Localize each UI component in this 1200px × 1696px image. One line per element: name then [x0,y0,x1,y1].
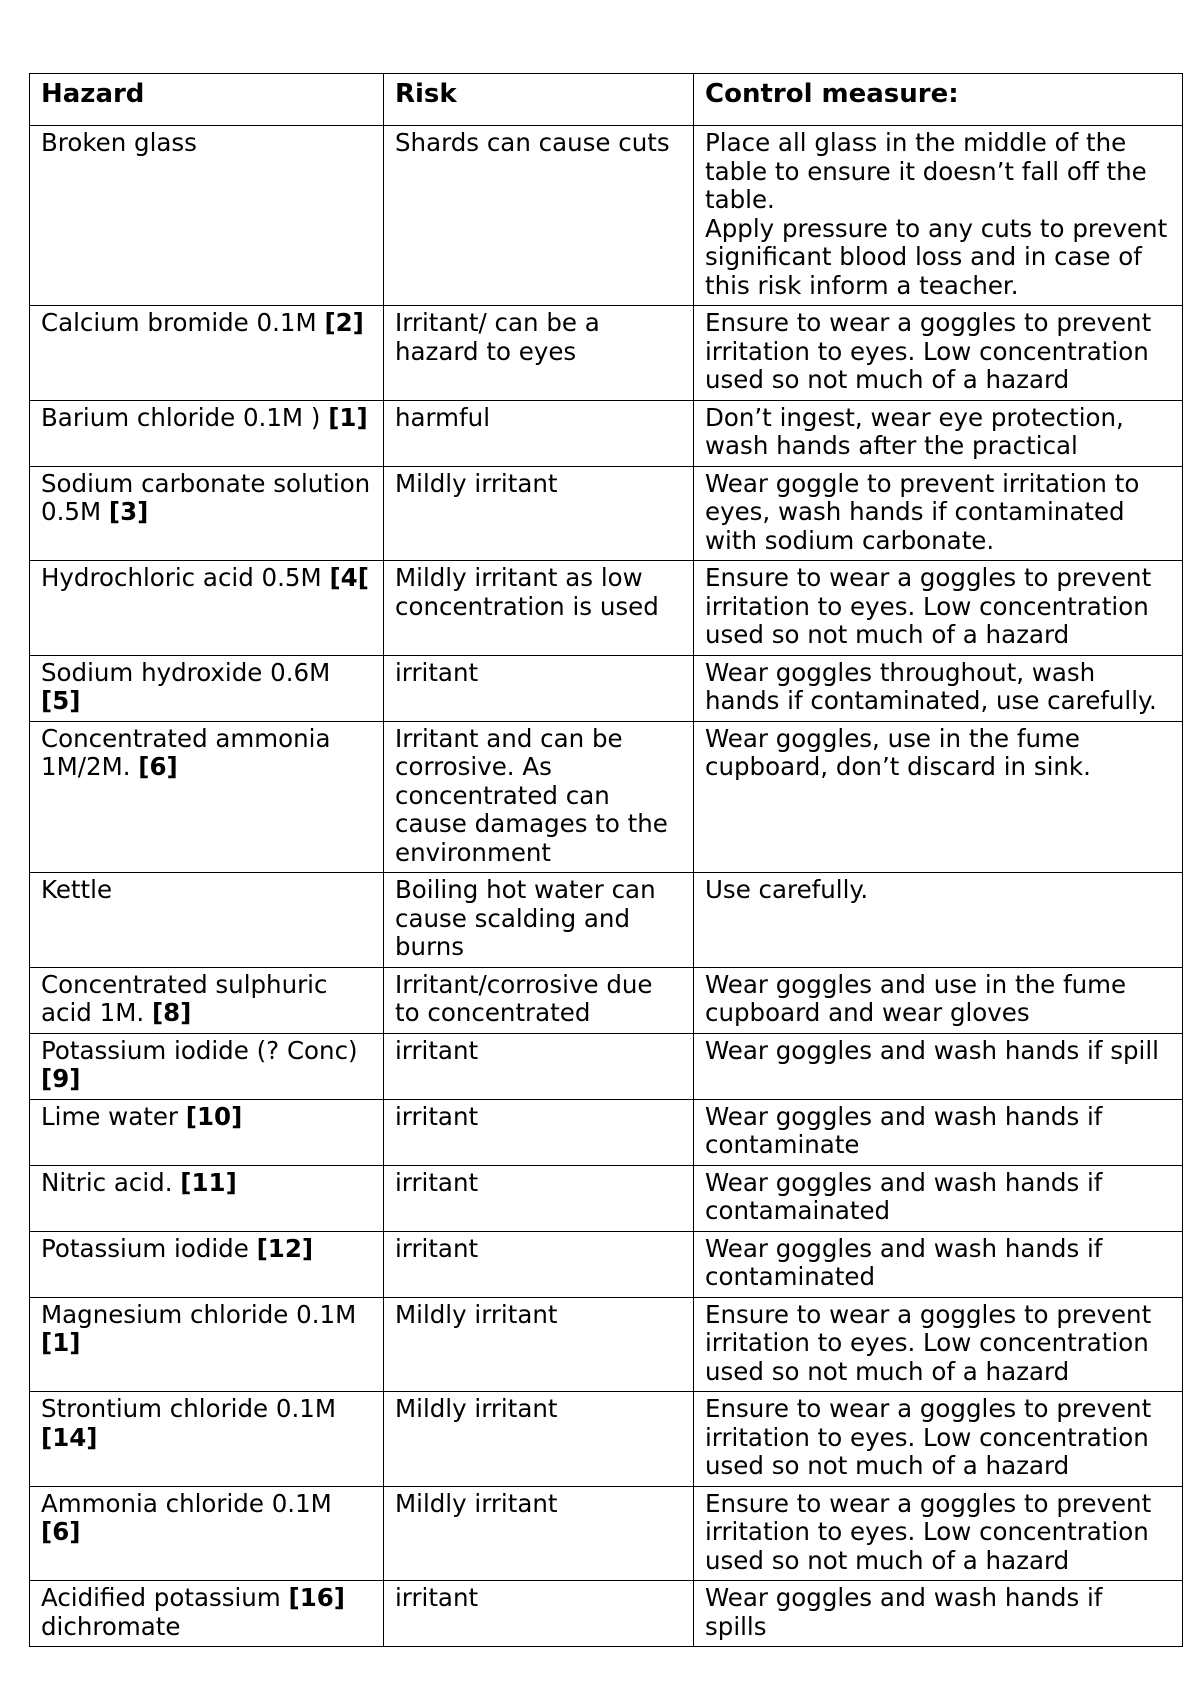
control-measure-text: Wear goggles and wash hands if contaminated [705,1233,1103,1291]
table-row [30,1392,1183,1487]
table-row [30,1231,1183,1297]
risk-cell: irritant [384,1033,694,1099]
reference-number: [4[ [329,563,369,592]
table-header-row [30,74,1183,126]
control-measure-cell [694,126,1183,306]
control-measure-text: Apply pressure to any cuts to prevent significant blood loss and in case of this risk inform a teacher. [705,213,1168,300]
control-measure-cell [694,1033,1183,1099]
hazard-cell [30,306,384,401]
table-row [30,1486,1183,1581]
table-row [30,721,1183,873]
hazard-cell [30,1099,384,1165]
header-hazard: Hazard [30,74,384,126]
control-measure-cell [694,306,1183,401]
reference-number: [12] [256,1233,314,1263]
control-measure-cell [694,873,1183,968]
hazard-cell [30,655,384,721]
control-measure-text: Ensure to wear a goggles to prevent irritation to eyes. Low concentration used so not much of a hazard [705,1488,1152,1575]
hazard-name: Hydrochloric acid 0.5M [41,563,330,592]
hazard-cell [30,1165,384,1231]
risk-cell: Mildly irritant [384,466,694,561]
table-row [30,1581,1183,1647]
reference-number: [1] [41,1328,81,1357]
risk-cell: Shards can cause cuts [384,126,694,306]
reference-number: [10] [185,1101,243,1131]
reference-number: [16] [288,1583,345,1612]
control-measure-text: Don’t ingest, wear eye protection, wash hands after the practical [705,402,1124,460]
risk-cell: Mildly irritant [384,1392,694,1487]
risk-cell: Irritant/corrosive due to concentrated [384,967,694,1033]
header-risk: Risk [384,74,694,126]
hazard-cell [30,721,384,873]
table-row [30,967,1183,1033]
control-measure-cell [694,1392,1183,1487]
table-row [30,655,1183,721]
header-control-measure: Control measure: [694,74,1183,126]
risk-cell: irritant [384,1099,694,1165]
control-measure-cell [694,655,1183,721]
control-measure-cell [694,721,1183,873]
control-measure-cell [694,967,1183,1033]
reference-number: [1] [328,402,368,432]
hazard-name: Concentrated ammonia 1M/2M. [41,723,331,781]
table-row [30,1033,1183,1099]
reference-number: [5] [41,686,81,715]
risk-cell: Irritant and can be corrosive. As concentrated can cause damages to the environment [384,721,694,873]
risk-cell: irritant [384,1165,694,1231]
risk-cell: irritant [384,655,694,721]
table-row [30,400,1183,466]
control-measure-text: Wear goggles and wash hands if spills [705,1583,1103,1641]
table-row [30,466,1183,561]
control-measure-text: Ensure to wear a goggles to prevent irritation to eyes. Low concentration used so not much of a hazard [705,563,1152,649]
control-measure-cell [694,561,1183,656]
control-measure-text: Wear goggles throughout, wash hands if contaminated, use carefully. [705,657,1157,715]
hazard-cell [30,1486,384,1581]
reference-number: [2] [324,308,364,337]
control-measure-cell [694,1231,1183,1297]
hazard-cell [30,561,384,656]
reference-number: [14] [41,1422,98,1452]
hazard-cell [30,873,384,968]
control-measure-text: Wear goggles and use in the fume cupboard and wear gloves [705,969,1127,1027]
risk-cell: irritant [384,1581,694,1647]
hazard-name: Lime water [41,1101,186,1131]
hazard-name: Barium chloride 0.1M ) [41,402,329,432]
hazard-cell [30,967,384,1033]
hazard-name: Sodium carbonate solution 0.5M [41,468,371,526]
reference-number: [8] [151,998,192,1027]
control-measure-text: Wear goggles and wash hands if contaminate [705,1101,1103,1159]
hazard-name: Sodium hydroxide 0.6M [41,657,331,687]
hazard-name-continued: dichromate [41,1611,181,1641]
hazard-cell [30,1033,384,1099]
control-measure-text: Ensure to wear a goggles to prevent irritation to eyes. Low concentration used so not much of a hazard [705,308,1152,394]
control-measure-text: Wear goggles, use in the fume cupboard, don’t discard in sink. [705,723,1091,781]
hazard-name: Concentrated sulphuric acid 1M. [41,969,328,1027]
risk-cell: Irritant/ can be a hazard to eyes [384,306,694,401]
risk-cell: Boiling hot water can cause scalding and burns [384,873,694,968]
reference-number: [3] [108,497,149,526]
table-row [30,561,1183,656]
hazard-name: Strontium chloride 0.1M [41,1394,336,1423]
table-row [30,126,1183,306]
table-row [30,873,1183,968]
table-row [30,1099,1183,1165]
control-measure-text: Ensure to wear a goggles to prevent irritation to eyes. Low concentration used so not much of a hazard [705,1394,1152,1480]
hazard-cell [30,1297,384,1392]
reference-number: [9] [41,1064,81,1093]
hazard-name: Potassium iodide [41,1233,257,1263]
control-measure-text: Use carefully. [705,875,869,904]
hazard-cell [30,400,384,466]
risk-cell: Mildly irritant as low concentration is used [384,561,694,656]
risk-cell: Mildly irritant [384,1486,694,1581]
control-measure-cell [694,1581,1183,1647]
control-measure-cell [694,1099,1183,1165]
reference-number: [6] [41,1517,81,1546]
control-measure-text: Ensure to wear a goggles to prevent irritation to eyes. Low concentration used so not much of a hazard [705,1299,1152,1386]
hazard-cell [30,1392,384,1487]
hazard-name: Nitric acid. [41,1167,181,1197]
control-measure-cell [694,1486,1183,1581]
control-measure-cell [694,466,1183,561]
hazard-name: Kettle [41,875,113,904]
risk-cell: harmful [384,400,694,466]
control-measure-text: Wear goggles and wash hands if contamainated [705,1167,1103,1225]
hazard-name: Potassium iodide (? Conc) [41,1035,358,1065]
table-row [30,1297,1183,1392]
table-row [30,306,1183,401]
hazard-cell [30,126,384,306]
risk-cell: Mildly irritant [384,1297,694,1392]
control-measure-text: Wear goggle to prevent irritation to eyes, wash hands if contaminated with sodium carbonate. [705,468,1140,555]
hazard-name: Broken glass [41,128,197,157]
control-measure-cell [694,1165,1183,1231]
hazard-name: Ammonia chloride 0.1M [41,1488,332,1518]
reference-number: [6] [138,752,178,781]
table-row [30,1165,1183,1231]
hazard-name: Acidified potassium [41,1583,289,1612]
hazard-name: Calcium bromide 0.1M [41,308,325,337]
reference-number: [11] [180,1167,237,1197]
risk-cell: irritant [384,1231,694,1297]
hazard-cell [30,1581,384,1647]
control-measure-cell [694,1297,1183,1392]
control-measure-text: Wear goggles and wash hands if spill [705,1035,1159,1065]
risk-assessment-table [29,73,1183,1647]
control-measure-cell [694,400,1183,466]
hazard-name: Magnesium chloride 0.1M [41,1299,357,1329]
control-measure-text: Place all glass in the middle of the table to ensure it doesn’t fall off the table. [705,128,1147,214]
hazard-cell [30,466,384,561]
hazard-cell [30,1231,384,1297]
